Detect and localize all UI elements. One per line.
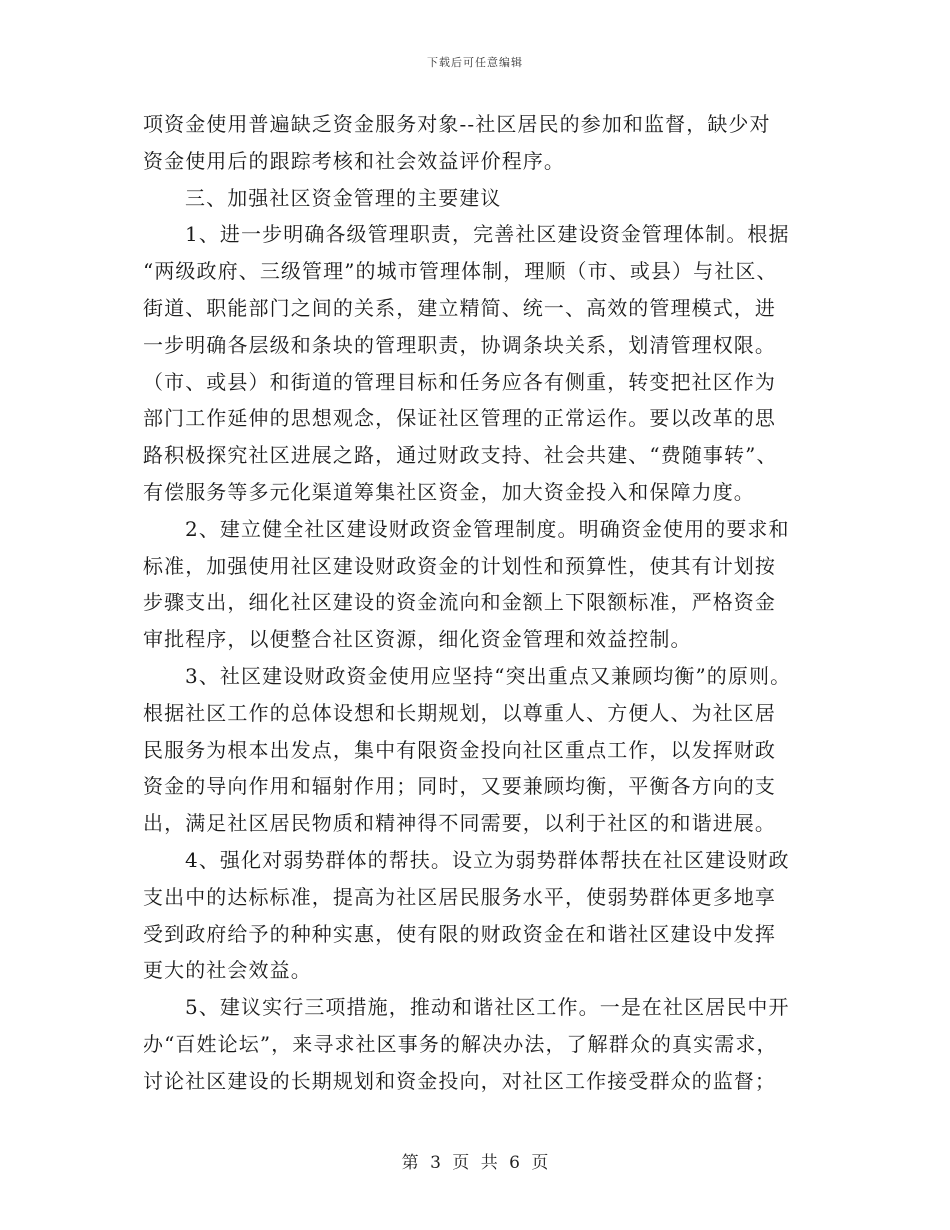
text-line: 街道、职能部门之间的关系，建立精简、统一、高效的管理模式，进	[143, 295, 776, 320]
text-line: 资金使用后的跟踪考核和社会效益评价程序。	[143, 148, 565, 173]
text-line: 有偿服务等多元化渠道筹集社区资金，加大资金投入和保障力度。	[143, 479, 755, 504]
text-line: 出，满足社区居民物质和精神得不同需要，以利于社区的和谐进展。	[143, 811, 776, 836]
text-line: 资金的导向作用和辐射作用；同时，又要兼顾均衡，平衡各方向的支	[143, 774, 776, 799]
text-line: 审批程序，以便整合社区资源，细化资金管理和效益控制。	[143, 627, 692, 652]
text-line: 根据社区工作的总体设想和长期规划，以尊重人、方便人、为社区居	[143, 700, 776, 725]
text-line: “两级政府、三级管理”的城市管理体制，理顺（市、或县）与社区、	[143, 259, 778, 284]
text-line: 一步明确各层级和条块的管理职责，协调条块关系，划清管理权限。	[143, 332, 776, 357]
text-line: 受到政府给予的种种实惠，使有限的财政资金在和谐社区建设中发挥	[143, 921, 776, 946]
text-line: 民服务为根本出发点，集中有限资金投向社区重点工作，以发挥财政	[143, 737, 776, 762]
text-line: 项资金使用普遍缺乏资金服务对象--社区居民的参加和监督，缺少对	[143, 112, 771, 136]
text-line: 步骤支出，细化社区建设的资金流向和金额上下限额标准，严格资金	[143, 590, 776, 615]
text-line: 支出中的达标标准，提高为社区居民服务水平，使弱势群体更多地享	[143, 884, 776, 909]
text-line: 三、加强社区资金管理的主要建议	[185, 185, 502, 210]
text-line: 办“百姓论坛”，来寻求社区事务的解决办法，了解群众的真实需求，	[143, 1031, 778, 1056]
text-line: 标准，加强使用社区建设财政资金的计划性和预算性，使其有计划按	[143, 553, 776, 578]
document-body	[143, 106, 823, 1100]
text-line: 路积极探究社区进展之路，通过财政支持、社会共建、“费随事转”、	[143, 443, 778, 468]
page-header: 下载后可任意编辑	[427, 56, 523, 69]
text-line: 4、强化对弱势群体的帮扶。设立为弱势群体帮扶在社区建设财政	[185, 847, 790, 872]
text-line: 3、社区建设财政资金使用应坚持“突出重点又兼顾均衡”的原则。	[185, 663, 792, 688]
text-line: 部门工作延伸的思想观念，保证社区管理的正常运作。要以改革的思	[143, 406, 776, 431]
text-line: 1、进一步明确各级管理职责，完善社区建设资金管理体制。根据	[185, 222, 790, 247]
text-line: 5、建议实行三项措施，推动和谐社区工作。一是在社区居民中开	[185, 995, 790, 1020]
text-line: 讨论社区建设的长期规划和资金投向，对社区工作接受群众的监督；	[143, 1068, 776, 1093]
page-footer: 第 3 页 共 6 页	[401, 1153, 549, 1173]
text-line: 2、建立健全社区建设财政资金管理制度。明确资金使用的要求和	[185, 516, 790, 541]
text-line: 更大的社会效益。	[143, 958, 312, 983]
text-line: （市、或县）和街道的管理目标和任务应各有侧重，转变把社区作为	[143, 369, 776, 394]
